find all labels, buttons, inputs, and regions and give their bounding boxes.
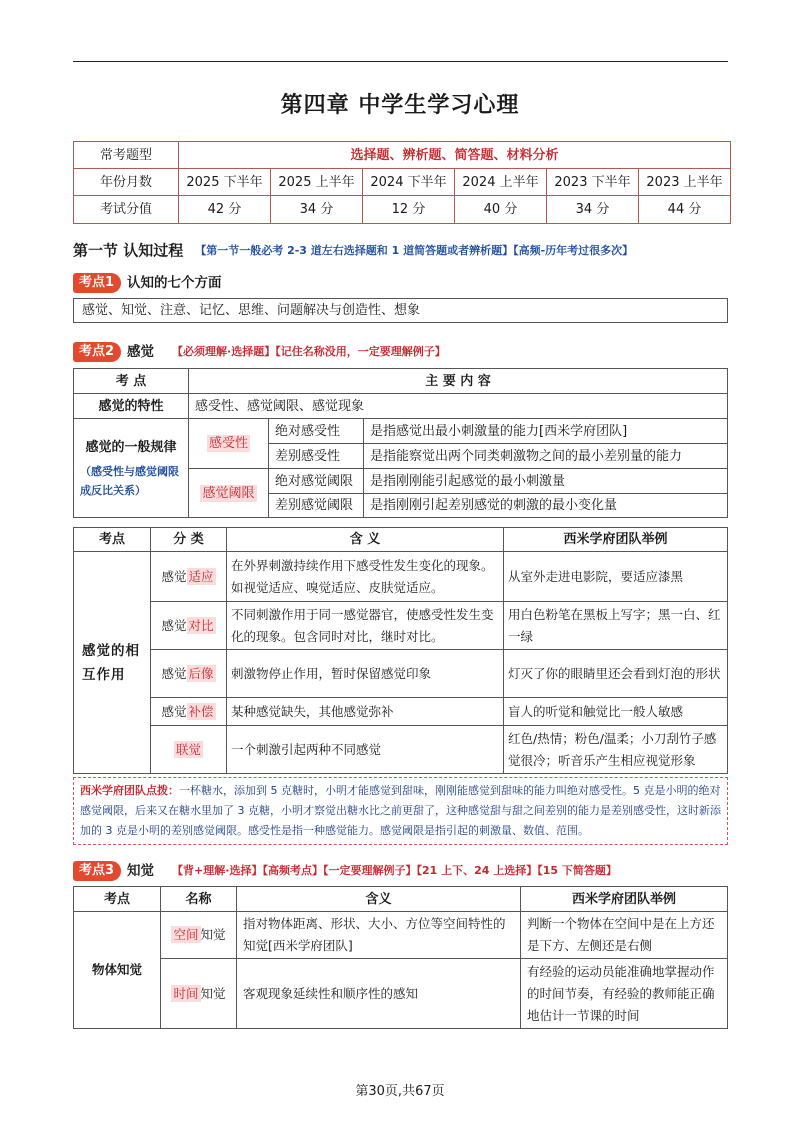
meaning-cell: 在外界刺激持续作用下感受性发生变化的现象。如视觉适应、嗅觉适应、皮肤觉适应。 (227, 552, 504, 602)
year-cell: 2023 上半年 (639, 169, 731, 196)
term-cell: 差别感受性 (269, 444, 364, 469)
category-highlight: 适应 (188, 568, 214, 584)
meaning-cell: 指对物体距离、形状、大小、方位等空间特性的知觉[西米学府团队] (237, 912, 521, 959)
category-highlight: 后像 (188, 665, 214, 681)
table-header-row (74, 528, 728, 552)
perception-table (73, 886, 728, 1029)
category-highlight: 对比 (188, 617, 214, 633)
score-cell: 34 分 (271, 196, 363, 224)
example-cell: 从室外走进电影院，要适应漆黑 (504, 552, 728, 602)
law-subtitle: （感受性与感觉阈限成反比关系） (80, 464, 179, 497)
scores-row (74, 196, 731, 224)
point2-title: 感觉 (127, 343, 155, 360)
definition-cell: 是指感觉出最小刺激量的能力[西米学府团队] (364, 419, 728, 444)
interaction-table (73, 527, 728, 774)
term-cell: 绝对感觉阈限 (269, 469, 364, 494)
header-topic: 考点 (74, 528, 151, 552)
years-label: 年份月数 (74, 169, 179, 196)
table-row (74, 602, 728, 650)
point3-heading (73, 860, 617, 880)
section-note: 【第一节一般必考 2-3 道左右选择题和 1 道简答题或者辨析题】【高频-历年考过很多次】 (195, 243, 634, 257)
term-cell: 绝对感受性 (269, 419, 364, 444)
category-cell (151, 650, 227, 698)
category-prefix: 感觉 (161, 703, 187, 719)
category-highlight: 补偿 (188, 703, 214, 719)
header-content: 主 要 内 容 (189, 369, 728, 394)
topic-cell: 感觉的相互作用 (74, 552, 151, 774)
name-suffix: 知觉 (200, 985, 226, 1001)
question-types-row (74, 142, 731, 169)
header-example: 西米学府团队举例 (521, 887, 728, 912)
year-cell: 2025 下半年 (179, 169, 271, 196)
group-cell (189, 469, 269, 518)
sensation-table (73, 368, 728, 518)
years-row (74, 169, 731, 196)
score-cell: 42 分 (179, 196, 271, 224)
table-row (74, 726, 728, 774)
definition-cell: 是指刚刚引起差别感觉的刺激的最小变化量 (364, 494, 728, 518)
law-label: 感觉的一般规律 (85, 439, 177, 455)
example-cell: 灯灭了你的眼睛里还会看到灯泡的形状 (504, 650, 728, 698)
year-cell: 2023 下半年 (547, 169, 639, 196)
topic-cell: 物体知觉 (74, 912, 161, 1029)
category-highlight: 联觉 (175, 741, 201, 757)
point1-heading (73, 272, 222, 292)
score-cell: 40 分 (455, 196, 547, 224)
example-cell: 有经验的运动员能准确地掌握动作的时间节奏，有经验的教师能正确地估计一节课的时间 (521, 959, 728, 1029)
point1-badge: 考点1 (73, 273, 121, 293)
meaning-cell: 一个刺激引起两种不同感觉 (227, 726, 504, 774)
name-suffix: 知觉 (200, 927, 226, 942)
year-cell: 2024 下半年 (363, 169, 455, 196)
table-row (74, 959, 728, 1029)
category-prefix: 感觉 (161, 617, 187, 633)
category-prefix: 感觉 (161, 665, 187, 681)
section-title: 第一节 认知过程 (73, 241, 184, 260)
point2-note: 【必须理解·选择题】【记住名称没用，一定要理解例子】 (172, 344, 446, 358)
name-cell (161, 959, 237, 1029)
property-value: 感受性、感觉阈限、感觉现象 (189, 394, 728, 419)
group-name: 感受性 (208, 436, 248, 451)
meaning-cell: 不同刺激作用于同一感觉器官，使感受性发生变化的现象。包含同时对比，继时对比。 (227, 602, 504, 650)
example-cell: 判断一个物体在空间中是在上方还是下方、左侧还是右侧 (521, 912, 728, 959)
year-cell: 2025 上半年 (271, 169, 363, 196)
point2-badge: 考点2 (73, 342, 121, 362)
score-cell: 12 分 (363, 196, 455, 224)
example-cell: 红色/热情；粉色/温柔；小刀刮竹子感觉很冷；听音乐产生相应视觉形象 (504, 726, 728, 774)
header-topic: 考点 (74, 887, 161, 912)
meaning-cell: 刺激物停止作用，暂时保留感觉印象 (227, 650, 504, 698)
name-highlight: 时间 (173, 985, 199, 1001)
tip-text: 一杯糖水，添加到 5 克糖时，小明才能感觉到甜味，刚刚能感觉到甜味的能力叫绝对感受性。5 克是小明的绝对感觉阈限，后来又在糖水里加了 3 克糖，小明才察觉出糖水比之前更甜了，这种感觉甜与甜之间差别的能力是差别感受性，这时新添加的 3 克是小明的差别感觉阈限。感受性是指一种感觉能力。感觉阈限是指引起的刺激量、数值、范围。 (80, 784, 721, 837)
name-highlight: 空间 (173, 927, 199, 942)
example-cell: 用白色粉笔在黑板上写字；黑一白、红一绿 (504, 602, 728, 650)
point1-title: 认知的七个方面 (127, 274, 222, 291)
property-label: 感觉的特性 (74, 394, 189, 419)
group-cell (189, 419, 269, 469)
year-cell: 2024 上半年 (455, 169, 547, 196)
header-category: 分 类 (151, 528, 227, 552)
table-row (74, 394, 728, 419)
category-cell (151, 602, 227, 650)
top-rule (73, 61, 728, 62)
exam-stats-table (73, 141, 731, 224)
example-cell: 盲人的听觉和触觉比一般人敏感 (504, 698, 728, 726)
point2-heading (73, 341, 446, 361)
name-cell (161, 912, 237, 959)
header-example: 西米学府团队举例 (504, 528, 728, 552)
meaning-cell: 某种感觉缺失，其他感觉弥补 (227, 698, 504, 726)
page-footer: 第30页,共67页 (355, 1084, 445, 1099)
meaning-cell: 客观现象延续性和顺序性的感知 (237, 959, 521, 1029)
table-header-row (74, 369, 728, 394)
table-row (74, 419, 728, 444)
header-name: 名称 (161, 887, 237, 912)
table-row (74, 912, 728, 959)
question-types-label: 常考题型 (74, 142, 179, 169)
header-meaning: 含 义 (227, 528, 504, 552)
header-topic: 考 点 (74, 369, 189, 394)
point3-title: 知觉 (127, 862, 155, 879)
point3-note: 【背+理解·选择】【高频考点】【一定要理解例子】【21 上下、24 上选择】【15 下简答题】 (172, 863, 617, 877)
point3-badge: 考点3 (73, 861, 121, 881)
table-row (74, 552, 728, 602)
law-cell (74, 419, 189, 518)
category-cell (151, 726, 227, 774)
table-header-row (74, 887, 728, 912)
score-cell: 34 分 (547, 196, 639, 224)
definition-cell: 是指刚刚能引起感觉的最小刺激量 (364, 469, 728, 494)
header-meaning: 含义 (237, 887, 521, 912)
score-cell: 44 分 (639, 196, 731, 224)
scores-label: 考试分值 (74, 196, 179, 224)
section-heading (73, 240, 633, 260)
definition-cell: 是指能察觉出两个同类刺激物之间的最小差别量的能力 (364, 444, 728, 469)
tip-box (73, 777, 728, 845)
category-cell (151, 698, 227, 726)
category-prefix: 感觉 (161, 568, 187, 584)
term-cell: 差别感觉阈限 (269, 494, 364, 518)
table-row (74, 650, 728, 698)
tip-label: 西米学府团队点拨： (80, 784, 179, 797)
group-name: 感觉阈限 (202, 485, 255, 501)
question-types-value: 选择题、辨析题、简答题、材料分析 (179, 142, 731, 169)
point1-content: 感觉、知觉、注意、记忆、思维、问题解决与创造性、想象 (73, 298, 728, 323)
category-cell (151, 552, 227, 602)
chapter-title: 第四章 中学生学习心理 (280, 92, 520, 118)
table-row (74, 698, 728, 726)
